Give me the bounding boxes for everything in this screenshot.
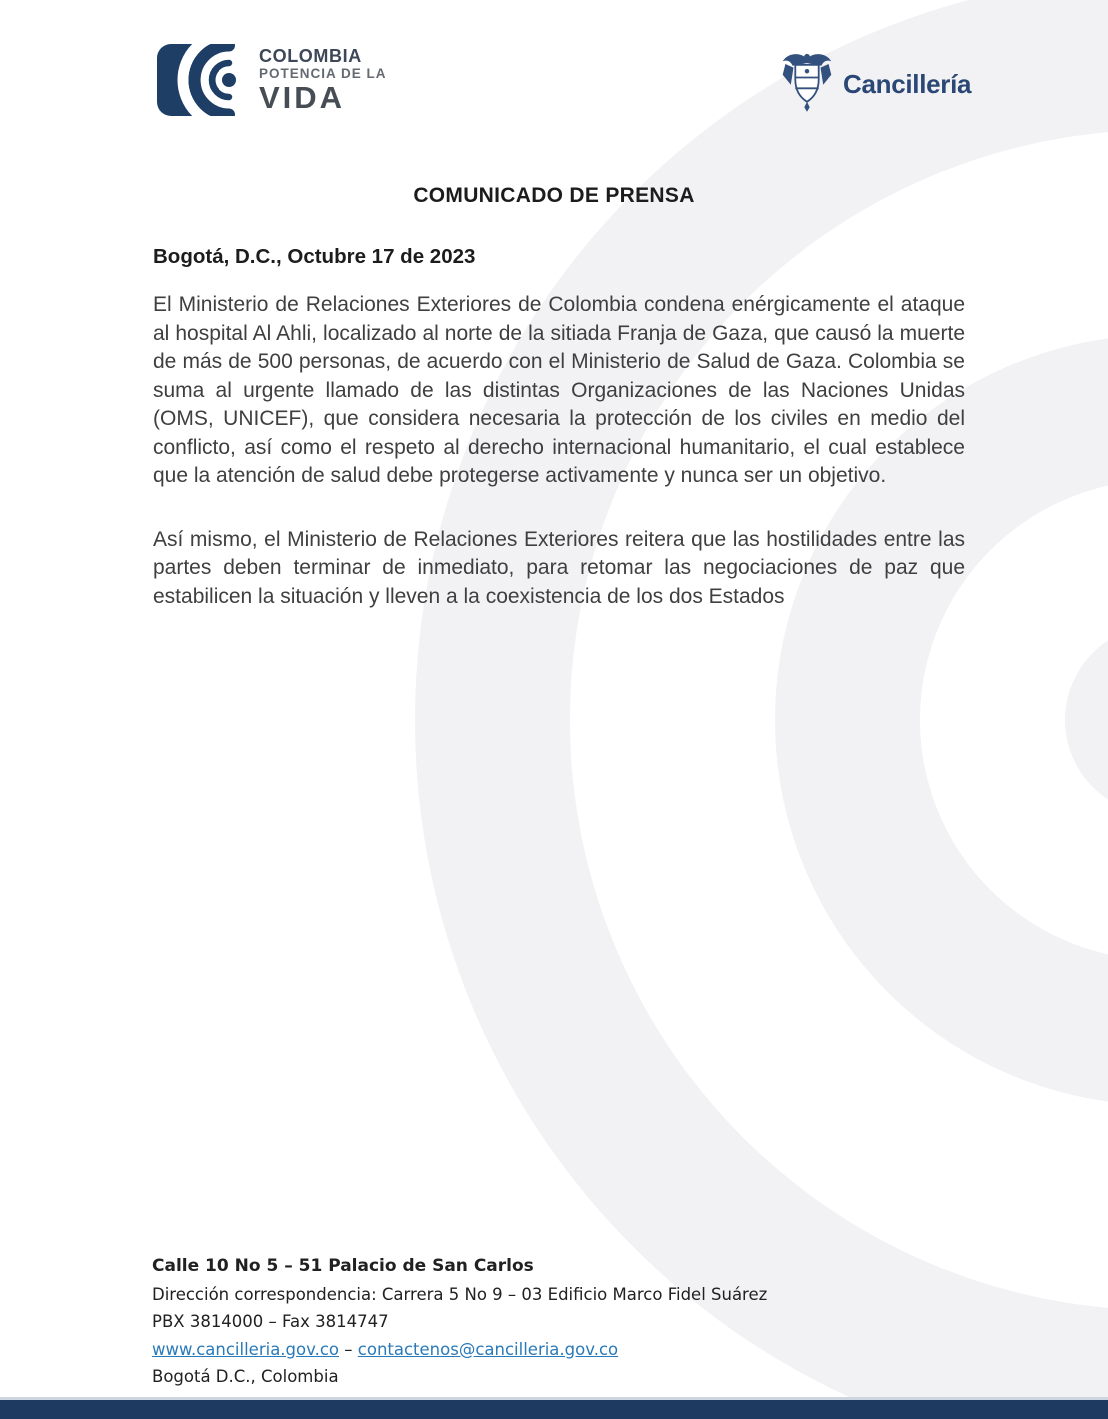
footer-city: Bogotá D.C., Colombia <box>152 1367 339 1386</box>
colombia-logo-line2: POTENCIA DE LA <box>259 66 387 81</box>
footer-links-line <box>152 1336 982 1364</box>
paragraph-1: El Ministerio de Relaciones Exteriores de Colombia condena enérgicamente el ataque al hospital Al Ahli, localizado al norte de la sitiada Franja de Gaza, que causó la muerte de más de 500 personas, de acuerdo con el Ministerio de Salud de Gaza. Colombia se suma al urgente llamado de las distintas Organizaciones de las Naciones Unidas (OMS, UNICEF), que considera necesaria la protección de los civiles en medio del conflicto, así como el respeto al derecho internacional humanitario, el cual establece que la atención de salud debe protegerse activamente y nunca ser un objetivo. <box>153 293 965 487</box>
footer-email-link[interactable]: contactenos@cancilleria.gov.co <box>357 1339 619 1359</box>
cancilleria-logo <box>780 50 971 119</box>
paragraph-2: Así mismo, el Ministerio de Relaciones Exteriores reitera que las hostilidades entre las partes deben terminar de inmediato, para retomar las negociaciones de paz que estabilicen la situación y lleven a la coexistencia de los dos Estados <box>153 527 965 608</box>
colombia-logo-line3: VIDA <box>259 80 346 115</box>
footer <box>152 1253 982 1391</box>
footer-links-separator: – <box>339 1339 358 1359</box>
colombia-logo-icon <box>157 44 253 121</box>
footer-correspondence: Dirección correspondencia: Carrera 5 No 9 – 03 Edificio Marco Fidel Suárez <box>152 1284 768 1304</box>
footer-address: Calle 10 No 5 – 51 Palacio de San Carlos <box>152 1256 534 1276</box>
colombia-logo-line1: COLOMBIA <box>259 46 362 66</box>
press-release-body <box>153 291 965 611</box>
press-release-title: COMUNICADO DE PRENSA <box>413 184 695 207</box>
bottom-accent-bar <box>0 1397 1108 1419</box>
colombia-logo-wordmark <box>259 44 387 114</box>
cancilleria-label: Cancillería <box>843 69 972 99</box>
footer-website-link[interactable]: www.cancilleria.gov.co <box>152 1339 340 1359</box>
colombia-logo <box>157 44 387 121</box>
cancilleria-crest-icon <box>780 50 834 119</box>
dateline: Bogotá, D.C., Octubre 17 de 2023 <box>153 245 476 268</box>
footer-phone-fax: PBX 3814000 – Fax 3814747 <box>152 1312 389 1331</box>
